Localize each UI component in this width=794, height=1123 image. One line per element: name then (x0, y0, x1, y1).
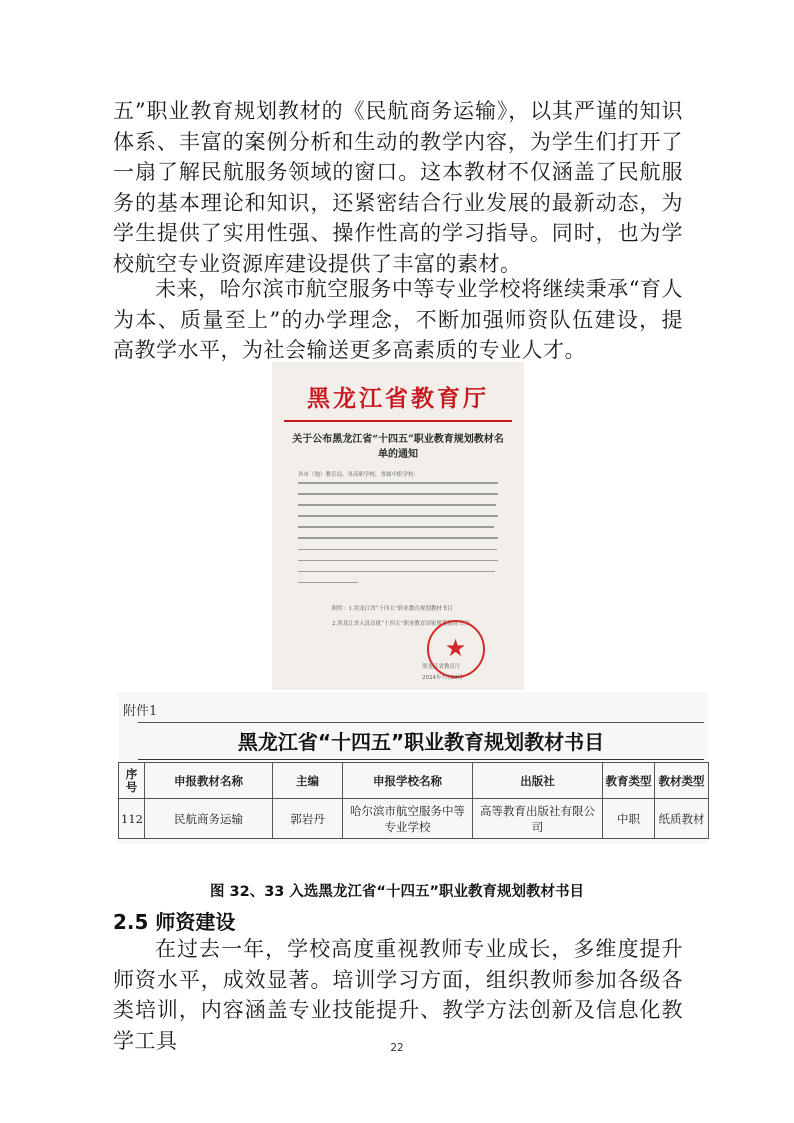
notice-document-image (272, 362, 524, 690)
notice-title: 关于公布黑龙江省“十四五”职业教育规划教材名单的通知 (292, 434, 504, 460)
table-cell: 112 (119, 799, 145, 839)
table-title: 黑龙江省“十四五”职业教育规划教材书目 (138, 722, 704, 760)
notice-attachment-1: 附件：1.黑龙江省“十四五”职业教育规划教材书目 (332, 606, 453, 612)
page-number: 22 (390, 1042, 404, 1054)
table-header-row (119, 763, 709, 799)
table-header-cell: 序号 (119, 763, 145, 799)
seal-star-icon: ★ (444, 634, 467, 662)
notice-addressee: 各市（地）教育局，各高职学校，省属中职学校： (298, 472, 420, 478)
notice-header: 黑龙江省教育厅 (307, 385, 489, 412)
section-paragraph: 在过去一年，学校高度重视教师专业成长，多维度提升师资水平，成效显著。培训学习方面，组织教师参加各级各类培训，内容涵盖专业技能提升、教学方法创新及信息化教学工具 (113, 937, 683, 1053)
table-header-cell: 出版社 (473, 763, 603, 799)
attachment-label: 附件1 (123, 704, 158, 719)
figure-caption: 图 32、33 入选黑龙江省“十四五”职业教育规划教材书目 (209, 884, 584, 900)
table-header-cell: 申报教材名称 (145, 763, 273, 799)
table-header-cell: 教育类型 (603, 763, 655, 799)
table-cell: 民航商务运输 (145, 799, 273, 839)
table-header-cell: 教材类型 (655, 763, 709, 799)
notice-date: 2024年7月23日 (422, 675, 463, 681)
table-row (119, 799, 709, 839)
table-header-cell: 申报学校名称 (343, 763, 473, 799)
table-cell: 中职 (603, 799, 655, 839)
notice-body-text-lines (298, 482, 498, 593)
body-paragraph-2: 未来，哈尔滨市航空服务中等专业学校将继续秉承“育人为本、质量至上”的办学理念，不断加强师资队伍建设，提高教学水平，为社会输送更多高素质的专业人才。 (113, 277, 683, 362)
attachment-table-image (118, 692, 708, 844)
notice-department: 黑龙江省教育厅 (422, 664, 461, 670)
notice-attachment-2: 2.黑龙江省入选首批“十四五”职业教育国家规划教材书目 (332, 621, 470, 627)
notice-red-divider (284, 420, 512, 422)
table-cell: 高等教育出版社有限公司 (473, 799, 603, 839)
table-header-cell: 主编 (273, 763, 343, 799)
section-heading: 2.5 师资建设 (113, 910, 236, 934)
table-cell: 纸质教材 (655, 799, 709, 839)
textbook-table (118, 762, 709, 839)
table-cell: 郭岩丹 (273, 799, 343, 839)
body-paragraph-1: 五”职业教育规划教材的《民航商务运输》，以其严谨的知识体系、丰富的案例分析和生动的教学内容，为学生们打开了一扇了解民航服务领域的窗口。这本教材不仅涵盖了民航服务的基本理论和知识，还紧密结合行业发展的最新动态，为学生提供了实用性强、操作性高的学习指导。同时，也为学校航空专业资源库建设提供了丰富的素材。 (113, 99, 683, 276)
table-cell: 哈尔滨市航空服务中等专业学校 (343, 799, 473, 839)
